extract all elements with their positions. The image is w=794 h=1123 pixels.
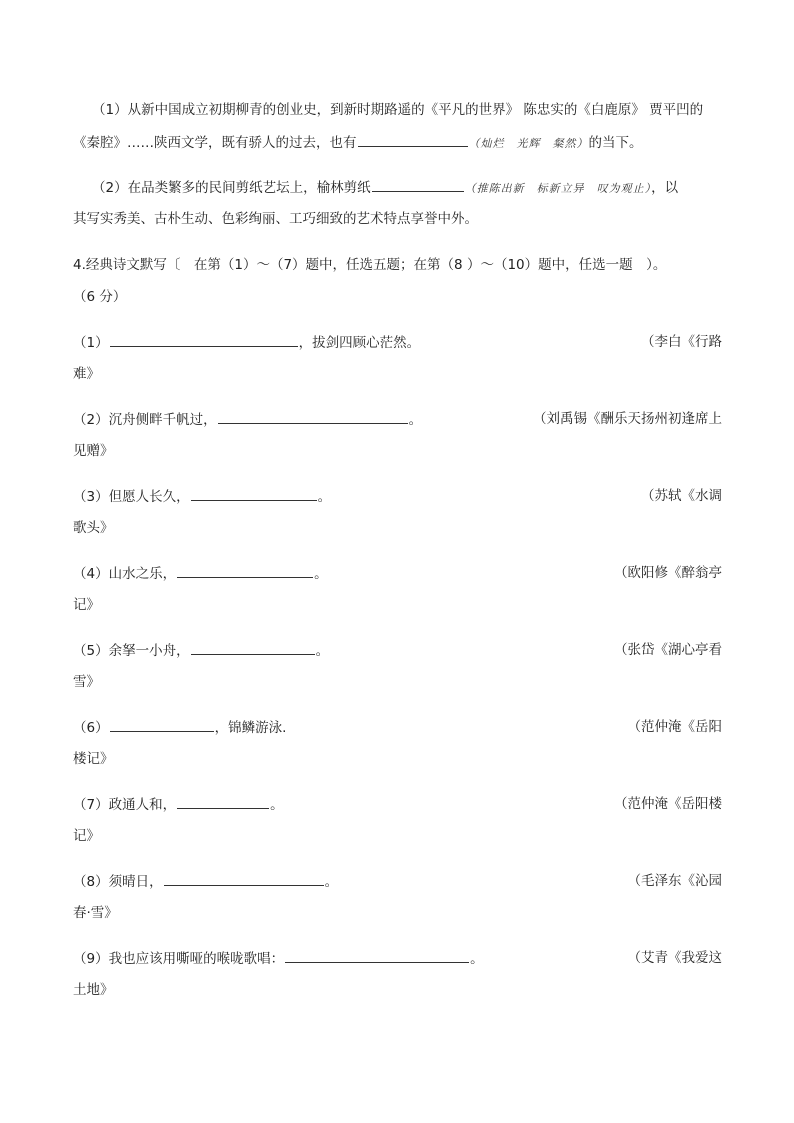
poem-item-1: [73, 332, 420, 353]
poem-item-8-blank[interactable]: [164, 871, 324, 886]
poem-item-4-source-cont: 记》: [73, 597, 100, 613]
poem-item-4-source: （欧阳修《醉翁亭: [614, 565, 722, 581]
poem-item-9-source-cont: 土地》: [73, 982, 114, 998]
poem-item-6: [73, 717, 286, 738]
poem-item-9-pre: （9）我也应该用嘶哑的喉咙歌唱：: [73, 951, 285, 967]
poem-item-5-post: 。: [315, 643, 330, 659]
poem-item-7-source-cont: 记》: [73, 828, 100, 844]
poem-item-6-source: （范仲淹《岳阳: [627, 719, 722, 735]
poem-item-9-source: （艾青《我爱这: [627, 950, 722, 966]
poem-item-3-pre: （3）但愿人长久，: [73, 489, 190, 505]
poem-item-3-source: （苏轼《水调: [641, 488, 722, 504]
poem-item-1-blank[interactable]: [110, 332, 298, 347]
poem-item-6-source-cont: 楼记》: [73, 751, 114, 767]
poem-item-7: [73, 794, 284, 815]
poem-item-8-pre: （8）须晴日，: [73, 874, 163, 890]
item1-options: （灿烂 光辉 粲然）: [468, 137, 589, 150]
poem-item-8-source: （毛泽东《沁园: [627, 873, 722, 889]
poem-item-2-pre: （2）沉舟侧畔千帆过，: [73, 412, 217, 428]
poem-item-4-blank[interactable]: [177, 563, 313, 578]
poem-item-9-post: 。: [470, 951, 484, 967]
section4-heading: 4.经典诗文默写〔 在第（1）～（7）题中，任选五题；在第（8 ）～（10）题中，任选一题 ）。: [73, 257, 667, 273]
poem-item-5-blank[interactable]: [191, 640, 315, 655]
poem-item-7-source: （范仲淹《岳阳楼: [614, 796, 722, 812]
poem-item-8: [73, 871, 338, 892]
item2-line1: [92, 177, 678, 199]
poem-item-1-pre: （1）: [73, 335, 109, 351]
poem-item-7-post: 。: [270, 797, 284, 813]
poem-item-1-source: （李白《行路: [641, 334, 722, 350]
poem-item-8-post: 。: [324, 874, 339, 890]
item2-line2: 其写实秀美、古朴生动、色彩绚丽、工巧细致的艺术特点享誉中外。: [73, 211, 478, 227]
item2-line1-post: ，以: [651, 180, 679, 196]
poem-item-2-source: （刘禹锡《酬乐天扬州初逢席上: [533, 411, 722, 427]
item1-line1: （1）从新中国成立初期柳青的创业史，到新时期路遥的《平凡的世界》 陈忠实的《白鹿原》 贾平凹的: [92, 102, 704, 118]
poem-item-3-source-cont: 歌头》: [73, 520, 114, 536]
poem-item-3: [73, 486, 331, 507]
poem-item-2-source-cont: 见赠》: [73, 443, 114, 459]
item2-line1-pre: （2）在品类繁多的民间剪纸艺坛上，榆林剪纸: [92, 180, 371, 196]
poem-item-5-source: （张岱《湖心亭看: [614, 642, 722, 658]
poem-item-4-post: 。: [314, 566, 328, 582]
poem-item-2-blank[interactable]: [218, 409, 408, 424]
poem-item-7-blank[interactable]: [177, 794, 269, 809]
poem-item-4-pre: （4）山水之乐，: [73, 566, 177, 582]
poem-item-6-post: ，锦鳞游泳.: [214, 720, 287, 736]
poem-item-9: [73, 948, 484, 969]
item1-line2: [73, 132, 643, 154]
poem-item-3-blank[interactable]: [191, 486, 317, 501]
poem-item-3-post: 。: [317, 489, 332, 505]
poem-item-4: [73, 563, 328, 584]
item1-answer-blank[interactable]: [358, 132, 468, 147]
poem-item-6-pre: （6）: [73, 720, 109, 736]
item1-line2-post: 的当下。: [588, 135, 643, 151]
item1-line2-pre: 《秦腔》……陕西文学，既有骄人的过去，也有: [73, 135, 357, 151]
item2-options: （推陈出新 标新立异 叹为观止）: [464, 182, 652, 195]
poem-item-6-blank[interactable]: [110, 717, 214, 732]
poem-item-1-source-cont: 难》: [73, 366, 100, 382]
poem-item-5: [73, 640, 329, 661]
poem-item-2-post: 。: [408, 412, 423, 428]
poem-item-1-post: ，拔剑四顾心茫然。: [298, 335, 421, 351]
poem-item-7-pre: （7）政通人和，: [73, 797, 177, 813]
poem-item-9-blank[interactable]: [285, 948, 469, 963]
poem-item-2: [73, 409, 422, 430]
poem-item-5-pre: （5）余拏一小舟，: [73, 643, 190, 659]
item2-answer-blank[interactable]: [372, 177, 464, 192]
poem-item-8-source-cont: 春·雪》: [73, 905, 118, 921]
poem-item-5-source-cont: 雪》: [73, 674, 100, 690]
section4-score: （6 分）: [73, 289, 127, 305]
